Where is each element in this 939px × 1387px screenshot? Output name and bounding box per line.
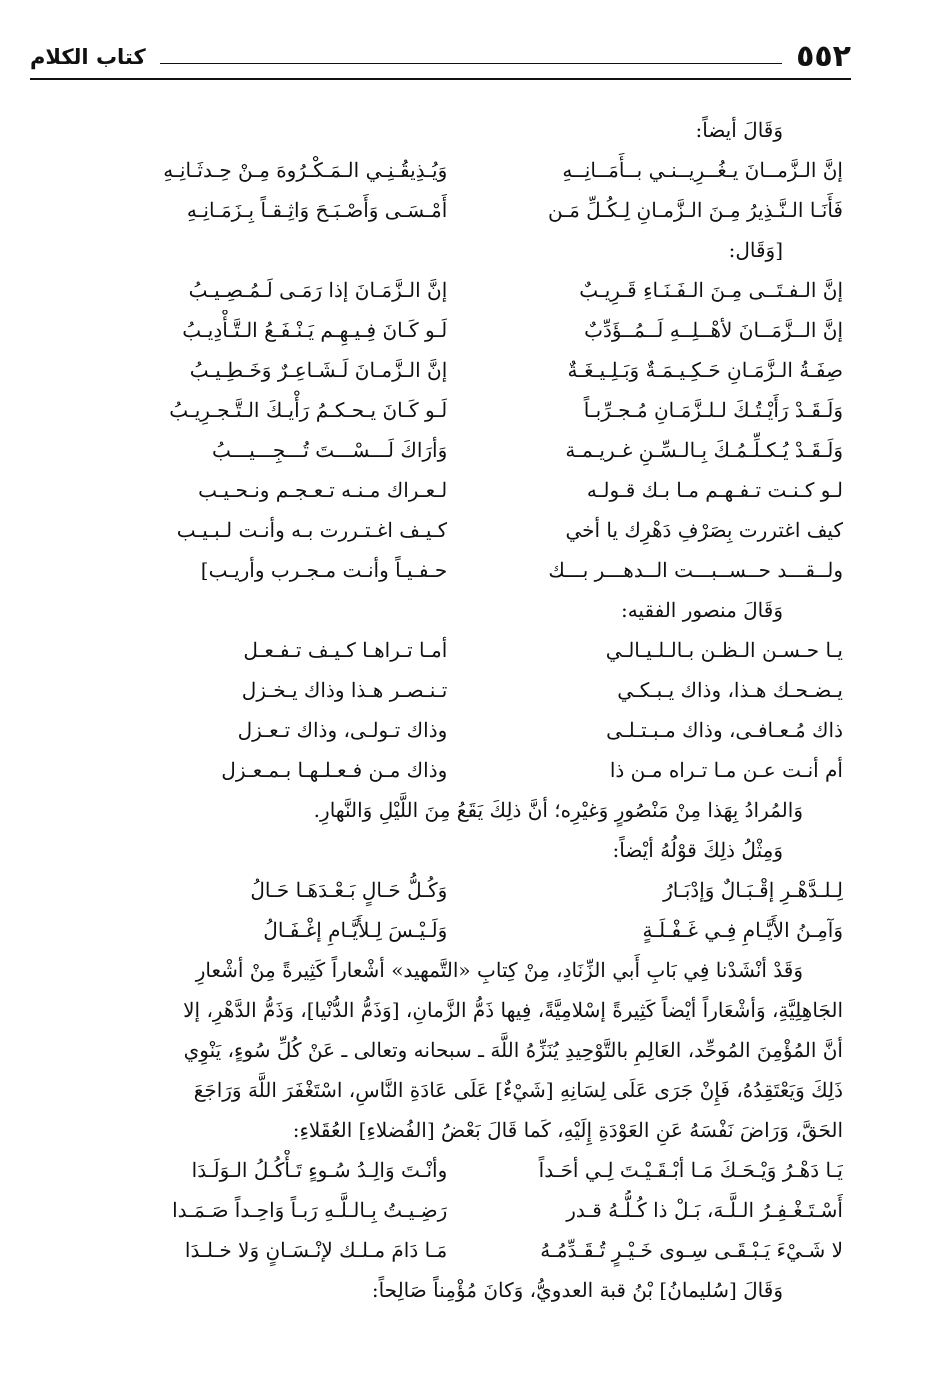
verse-line (82, 270, 843, 310)
verse-second-hemistich: وَكُـلُّ حَـالٍ بَـعْـدَهَـا حَـالُ (250, 878, 448, 902)
prose-line: ذَلِكَ وَيَعْتَقِدُهُ، فَإِنْ جَرَى عَلَى لِسَانِهِ [شَيْءٌ] عَلَى عَادَةِ النَّاسِ، اسْتَغْفَرَ اللَّهَ وَرَاجَعَ (193, 1078, 843, 1102)
verse-line (82, 190, 843, 230)
verse-first-hemistich: فَأَنَـا الـنَّـذِيرُ مِـنَ الـزَّمـانِ لِـكُـلِّ مَـن (548, 198, 843, 222)
page-number: ٥٥٢ (796, 39, 851, 74)
verse-introduction: وَمِثْلُ ذلِكَ قوْلُهُ أيْضاً: (612, 838, 783, 862)
verse-first-hemistich: يـا حـسـن الـظـن بـالـلـيـالـي (605, 638, 843, 662)
verse-second-hemistich: أمـا تـراهـا كـيـف تـفـعـل (243, 638, 448, 662)
prose-paragraph-start: وَقَدْ أنْشَدْنا فِي بَابِ أَبي الزِّنَادِ، مِنْ كِتابِ «التَّمهيد» أشْعاراً كَثِيرةً مِنْ أشْعارِ (195, 958, 803, 982)
header-dash (160, 63, 782, 64)
verse-line (82, 1150, 843, 1190)
verse-second-hemistich: لَـو كَـانَ فِـيـهِـم يَـنْـفَـعُ الـتَّـأْدِيـبُ (182, 318, 448, 342)
verse-first-hemistich: أم أنـت عـن مـا تـراه مـن ذا (609, 758, 843, 782)
verse-second-hemistich: وذاك مـن فـعـلـهـا بـمـعـزل (221, 758, 448, 782)
verse-second-hemistich: وأنْـتَ وَالِـدُ سُـوءٍ تَـأْكُـلُ الـوَلَـدَا (191, 1158, 448, 1182)
verse-first-hemistich: وَلَـقَـدْ رَأَيْـتُـكَ لـلـزَّمَـانِ مُـجـرِّبـاً (583, 398, 843, 422)
verse-line (82, 350, 843, 390)
verse-introduction: وَقَالَ [سُليمانُ] بْنُ قبة العدويُّ، وَكانَ مُؤْمِناً صَالِحاً: (371, 1278, 783, 1302)
verse-introduction: [وَقَال: (728, 238, 783, 262)
verse-first-hemistich: صِفَـةُ الـزَّمَـانِ حَـكِـيـمَـةٌ وَبَـلِـيـغَـةٌ (567, 358, 843, 382)
verse-line (82, 150, 843, 190)
verse-first-hemistich: أَسْـتَـغْـفِـرُ الـلَّـهَ، بَـلْ ذا كُـلُّـهُ قـدر (566, 1198, 843, 1222)
verse-line (82, 550, 843, 590)
verse-second-hemistich: أَمْـسَـى وَأَصْـبَـحَ وَاثِـقـاً بِـزَمَـانِـهِ (186, 198, 448, 222)
verse-first-hemistich: يـضـحـك هـذا، وذاك يـبـكـي (617, 678, 843, 702)
verse-line (82, 310, 843, 350)
verse-first-hemistich: وَلَـقَـدْ يُـكـلِّـمُـكَ بِـالـسِّـنِ غـريـمـة (565, 438, 843, 462)
verse-line (82, 710, 843, 750)
prose-line: الحَقَّ، وَرَاضَ نَفْسَهُ عَنِ العَوْدَةِ إِلَيْهِ، كَما قَالَ بَعْضُ [الفُضلاءِ] العُقَلاءِ: (292, 1118, 843, 1142)
verse-second-hemistich: لـعـراك مـنـه تـعـجـم ونـحـيـب (198, 478, 448, 502)
prose-paragraph-start: وَالمُرادُ بِهَذا مِنْ مَنْصُورٍ وَغيْرِه؛ أنَّ ذلِكَ يَقَعُ مِنَ اللَّيْلِ وَالنَّهارِ. (313, 798, 803, 822)
verse-line (82, 390, 843, 430)
verse-second-hemistich: لَـو كَـانَ يـحـكـمُ رَأْيـكَ الـتَّـجـرِيـبُ (169, 398, 448, 422)
book-title: كتاب الكلام (30, 45, 146, 69)
verse-introduction: وَقَالَ منصور الفقيه: (620, 598, 783, 622)
verse-first-hemistich: لِـلـدَّهْـرِ إقْـبَـالٌ وَإدْبَـارُ (663, 878, 843, 902)
verse-first-hemistich: لـو كـنـت تـفـهـم مـا بـك قـولـه (586, 478, 843, 502)
verse-line (82, 1230, 843, 1270)
verse-first-hemistich: إنَّ الـزَّمــانَ يـغُــرِيــنـي بــأَمَــانِــهِ (562, 158, 843, 182)
verse-first-hemistich: لا شَـيْءَ يَـبْـقَـى سِـوى خَـيْـرٍ تُـقَـدِّمُـهُ (540, 1238, 843, 1262)
verse-first-hemistich: كيف اغتررت بِصَرْفِ دَهْرِك يا أخي (565, 518, 843, 542)
verse-second-hemistich: كـيـف اغـتـررت بـه وأنـت لـبـيـب (176, 518, 448, 542)
verse-line (82, 1190, 843, 1230)
verse-line (82, 910, 843, 950)
prose-line: الجَاهِلِيَّةِ، وَأشْعَاراً أيْضاً كَثِيرةً إسْلامِيَّةً، فِيها ذَمُّ الزَّمانِ، [وَذَمُّ الدُّنْيا]، وَذَمُّ الدَّهْرِ، إلا (183, 998, 843, 1022)
verse-line (82, 750, 843, 790)
verse-second-hemistich: حـفـيـاً وأنـت مـجـرب وأريـب] (200, 558, 448, 582)
verse-line (82, 630, 843, 670)
verse-second-hemistich: مَـا دَامَ مـلـك لإنْـسَـانٍ وَلا خـلـدَا (184, 1238, 448, 1262)
verse-introduction: وَقَالَ أيضاً: (695, 118, 783, 142)
verse-first-hemistich: إنَّ الـفـتَــى مِـنَ الـفَـنَـاءِ قَـرِيـبٌ (579, 278, 843, 302)
verse-line (82, 510, 843, 550)
verse-second-hemistich: تـنـصـر هـذا وذاك يـخـزل (241, 678, 448, 702)
verse-line (82, 670, 843, 710)
prose-line: أنَّ المُؤْمِنَ المُوحِّد، العَالِمِ بالتَّوْحِيدِ يُنَزِّهُ اللَّهَ ـ سبحانه وتعالى ـ عَنْ كُلِّ سُوءٍ، يَنْوِي (183, 1038, 843, 1062)
verse-second-hemistich: وَيُـذِيقُـنِـي الـمَـكْـرُوهَ مِـنْ حِـدثَـانِـهِ (163, 158, 448, 182)
verse-second-hemistich: إنَّ الـزَّمـانَ لَـشَـاعِـرٌ وَخَـطِـيـبُ (189, 358, 448, 382)
verse-line (82, 470, 843, 510)
verse-second-hemistich: رَضِـيـتُ بِـالـلَّـهِ رَبـاً وَاحِـداً صَـمَـدا (172, 1198, 448, 1222)
verse-second-hemistich: وَلَـيْـسَ لِـلأَيَّـامِ إغْـفَـالُ (263, 918, 448, 942)
running-head (30, 40, 851, 74)
verse-line (82, 870, 843, 910)
verse-second-hemistich: وَأرَاكَ لَـــسْـــتَ تُـــجِـــيـــبُ (212, 438, 448, 462)
verse-line (82, 430, 843, 470)
verse-first-hemistich: يَـا دَهْـرُ وَيْـحَـكَ مَـا أبْـقَـيْـتَ لِـي أحَـداً (538, 1158, 843, 1182)
header-rule (30, 78, 851, 80)
verse-second-hemistich: إنَّ الـزَّمَـانَ إذا رَمَـى لَـمُـصِـيـبُ (188, 278, 448, 302)
verse-second-hemistich: وذاك تـولـى، وذاك تـعـزل (237, 718, 448, 742)
verse-first-hemistich: وَآمِـنُ الأَيَّـامِ فِـي غَـفْـلَـةٍ (642, 918, 843, 942)
page-body (82, 110, 843, 1310)
verse-first-hemistich: ذاك مُـعـافـى، وذاك مـبـتـلـى (606, 718, 843, 742)
verse-first-hemistich: ولــقـــد حــســبـــت الــدهـــر بـــك (548, 558, 843, 582)
verse-first-hemistich: إنَّ الــزَّمَــانَ لأهْــلِــهِ لَــمُــؤَدِّبٌ (584, 318, 843, 342)
